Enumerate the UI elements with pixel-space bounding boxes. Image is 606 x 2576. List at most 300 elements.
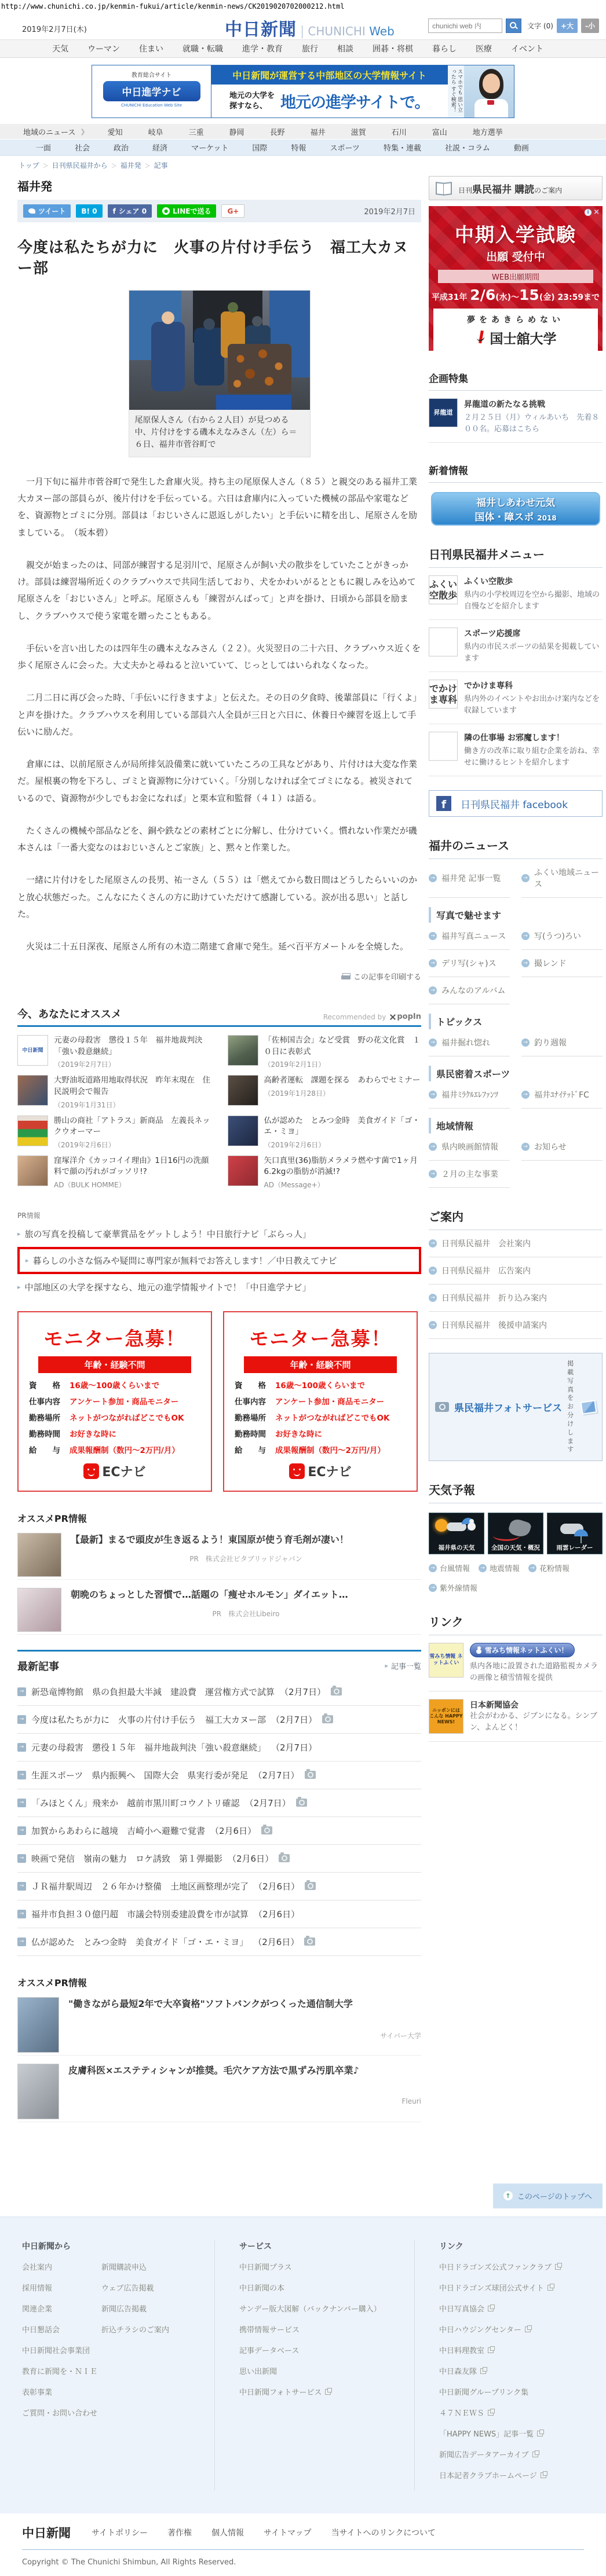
kokushikan-university-ad[interactable] [429, 206, 603, 351]
line-share-button[interactable]: ● LINEで送る [157, 204, 216, 218]
logo-subtext: CHUNICHI Web [308, 24, 395, 38]
footer-bottom-link[interactable]: 当サイトへのリンクについて [331, 2528, 436, 2538]
osusume-pr-heading: オススメPR情報 [17, 1977, 87, 1988]
kokushikan-logo-icon [475, 331, 485, 346]
banner-model-photo [464, 65, 514, 118]
sidebar-link[interactable]: → 釣り週報 [521, 1029, 603, 1056]
print-article-link[interactable]: この記事を印刷する [341, 973, 421, 982]
photo-person [194, 328, 224, 386]
camera-icon [305, 1882, 316, 1890]
photo-person-head [252, 316, 262, 326]
logo-divider: | [300, 24, 305, 39]
sidebar-link[interactable]: → 日刊県民福井 折り込み案内 [429, 1285, 603, 1312]
global-nav-item[interactable]: 就職・転職 [182, 45, 223, 54]
monitor-ad-detail-row: 勤務場所 ネットがつながればどこでもOK [235, 1413, 390, 1423]
recommended-article[interactable] [228, 1075, 422, 1109]
breadcrumb-item[interactable]: ＞ 福井発 [108, 160, 141, 170]
recommended-article[interactable] [17, 1155, 211, 1190]
footer-link[interactable]: サンデー版大図解（バックナンバー購入） [239, 2305, 381, 2314]
recommended-article[interactable] [17, 1035, 211, 1069]
newspaper-icon [435, 182, 452, 195]
category-nav-item[interactable]: 社会 [75, 144, 90, 153]
latest-article-row[interactable] [17, 1845, 421, 1873]
footer-link[interactable]: 中日新聞社会事業団 [22, 2346, 90, 2355]
ecnavi-logo: ECナビ [83, 1462, 145, 1480]
kikaku-heading: 企画特集 [429, 370, 603, 391]
osusume-pr-item[interactable] [17, 1533, 421, 1580]
photo-service-banner[interactable] [429, 1353, 603, 1461]
banner-tagline: 教育総合サイト [131, 72, 172, 79]
weather-tile-radar[interactable] [547, 1513, 603, 1554]
article-thumbnail [228, 1075, 258, 1106]
article-paragraph: 一緒に片付けをした尾原さんの長男、祐一さん（５５）は「燃えてから数日間はどうしたらいいのかと放心状態だった。こんなにたくさんの方に助けていただけて感謝している。涙が出る思い」と話した。 [17, 875, 418, 919]
breadcrumb-item[interactable]: ＞ 日刊県民福井から [39, 160, 108, 170]
copyright: Copyright © The Chunichi Shimbun, All Rights Reserved. [22, 2557, 236, 2567]
pr-link-text: 暮らしの小さな悩みや疑問に専門家が無料でお答えします！／中日教えてナビ [32, 1255, 337, 1266]
circle-arrow-icon: → [429, 1039, 437, 1047]
press-association-link-item[interactable] [429, 1691, 603, 1742]
camera-icon [296, 1799, 307, 1807]
weather-tile-fukui[interactable] [429, 1513, 484, 1554]
links-heading: リンク [429, 1613, 603, 1635]
pr-thumbnail [17, 1588, 61, 1632]
article-photo-block [129, 290, 311, 457]
latest-article-title: 加賀からあわらに越境 吉崎小へ避難で覚書 [31, 1825, 206, 1836]
region-nav-item[interactable]: 岐阜 [148, 128, 163, 137]
footer-logo: 中日新聞 [22, 2525, 71, 2540]
weather-link[interactable]: → 地震情報 [479, 1562, 520, 1573]
article-photo[interactable] [129, 291, 310, 410]
pr-info-section [17, 1210, 421, 1298]
footer-link[interactable]: 中日懇話会 [22, 2325, 60, 2335]
footer-link[interactable]: 中日ドラゴンズ公式ファンクラブ [439, 2261, 606, 2272]
pr-source: PR 株式会社ビタブリッドジャパン [189, 1554, 302, 1563]
weather-link[interactable]: → 台風情報 [429, 1562, 470, 1573]
breadcrumb-item[interactable]: トップ [19, 162, 39, 170]
google-plus-button[interactable]: G+ [221, 204, 244, 218]
circle-arrow-icon: → [521, 1143, 530, 1151]
weather-tile-national[interactable] [488, 1513, 543, 1554]
photo-crate [216, 395, 291, 410]
region-nav-item[interactable]: 福井 [310, 128, 326, 137]
social-share-bar [17, 200, 421, 222]
menu-thumbnail [429, 732, 458, 761]
arrow-square-icon: → [17, 1771, 26, 1779]
recommended-article[interactable] [228, 1035, 422, 1069]
latest-article-date: （2月6日） [253, 1936, 300, 1947]
menu-item-title: でかけま専科 [464, 681, 513, 691]
recommended-title: 窪塚洋介《カッコイイ理由》1日16円の洗顔料で顔の汚れがゴッソリ!? [54, 1155, 209, 1177]
shingaku-navi-banner-ad[interactable] [92, 65, 514, 118]
weather-link[interactable]: → 紫外線情報 [429, 1582, 477, 1593]
snowman-icon [468, 1522, 476, 1531]
logo-text: 中日新聞 [225, 20, 297, 40]
ecnavi-logo: ECナビ [289, 1462, 351, 1480]
camera-icon [435, 1402, 449, 1412]
recommended-article[interactable] [17, 1075, 211, 1109]
external-link-icon [488, 2306, 494, 2311]
category-nav-item[interactable]: 動画 [513, 144, 529, 153]
kokutai-banner[interactable]: 福井しあわせ元気 国体・障スポ 2018 [431, 492, 600, 526]
circle-arrow-icon: → [429, 1239, 437, 1247]
circle-arrow-icon: → [521, 932, 530, 940]
sidebar-menu-item[interactable] [429, 568, 603, 620]
article-paragraph: たくさんの機械や部品などを、銅や鉄などの素材ごとに分解し、仕分けていく。慣れない作業だが磯本さんは「一番大変なのはおじいさんとご家族」と、黙々と作業した。 [17, 825, 417, 853]
external-link-icon [555, 2264, 561, 2270]
weather-link[interactable]: → 花粉情報 [528, 1562, 570, 1573]
footer-link[interactable]: 中日新聞フォトサービス [239, 2386, 414, 2397]
latest-article-date: （2月6日） [228, 1853, 274, 1864]
footer-link[interactable]: 新聞購読申込 [101, 2263, 147, 2272]
search-input[interactable] [428, 19, 502, 33]
latest-article-title: 仏が認めた とみつ金時 美食ガイド「ゴ・エ・ミヨ」 [31, 1936, 249, 1947]
latest-article-row[interactable] [17, 1873, 421, 1900]
sidebar-link[interactable]: → デリ写(シャ)ス [429, 950, 510, 977]
search-icon [510, 22, 517, 30]
article-thumbnail [17, 1075, 48, 1106]
ad-period-label: WEB出願期間 [438, 270, 593, 283]
search-button[interactable] [506, 19, 521, 33]
footer-link[interactable]: 関連企業 [22, 2305, 53, 2314]
sidebar-link[interactable]: → 福井写真ニュース [429, 923, 510, 950]
region-nav-item[interactable]: 石川 [391, 128, 407, 137]
university-name: 国士舘大学 [433, 328, 598, 347]
pr-title: 【最新】まるで頭皮が生き返るよう！東国原が使う育毛剤が凄い！ [71, 1533, 349, 1545]
ad-subheadline: 出願 受付中 [486, 251, 545, 263]
article-title: 今度は私たちが力に 火事の片付け手伝う 福工大カヌー部 [17, 239, 409, 278]
pr-source: Fleuri [401, 2097, 421, 2105]
pr-link[interactable] [17, 1247, 421, 1274]
pr-info-label: PR情報 [17, 1211, 41, 1220]
pr-link[interactable] [17, 1223, 421, 1245]
footer-heading: 中日新聞から [22, 2241, 71, 2251]
ad-headline: 中期入学試験 [455, 223, 576, 246]
recommend-section [17, 1006, 421, 1195]
arrow-square-icon: → [17, 1799, 26, 1807]
sidebar-link[interactable]: → ふくい地域ニュース [521, 859, 603, 898]
recommended-article[interactable] [17, 1115, 211, 1150]
article-thumbnail [228, 1115, 258, 1146]
footer-link[interactable]: 日本記者クラブホームページ [439, 2469, 606, 2480]
category-nav-item[interactable]: 一面 [36, 144, 52, 153]
breadcrumb-item[interactable]: ＞ 記事 [141, 160, 168, 170]
footer-link[interactable]: 携帯情報サービス [239, 2325, 300, 2335]
footer-link[interactable]: 中日森友隊 [439, 2365, 606, 2376]
circle-arrow-icon: → [429, 1294, 437, 1302]
circle-arrow-icon: → [429, 986, 437, 995]
photo-service-sub: 掲載写真を お分けします [567, 1360, 574, 1454]
region-nav [0, 124, 606, 140]
article-list-link[interactable]: ▸ 記事一覧 [385, 1662, 421, 1672]
region-info-heading: 地域情報 [429, 1118, 603, 1133]
sidebar-link[interactable]: → みんなのアルバム [429, 977, 510, 1004]
latest-article-row[interactable] [17, 1734, 421, 1762]
weather-tile-label: 雨雲レーダー [556, 1544, 593, 1552]
latest-article-title: ＪＲ福井駅周辺 ２６年かけ整備 土地区画整理が完了 [31, 1881, 249, 1892]
global-nav-item[interactable]: 住まい [139, 45, 163, 54]
category-nav-item[interactable]: 特報 [291, 144, 306, 153]
weather-front-icon [493, 1531, 520, 1541]
footer-bottom-link[interactable]: 著作権 [167, 2528, 192, 2538]
footer-link[interactable]: 中日料理教室 [439, 2344, 606, 2355]
footer-link[interactable]: ウェブ広告掲載 [101, 2284, 154, 2293]
sidebar-link[interactable]: → 福井掘れ惚れ [429, 1029, 510, 1056]
sidebar-menu-item[interactable] [429, 672, 603, 724]
recommended-article[interactable] [228, 1155, 422, 1190]
yukimichi-link-item[interactable] [429, 1635, 603, 1691]
camera-icon [322, 1715, 333, 1723]
monitor-ad-detail-row: 仕事内容 アンケート参加・商品モニター [29, 1397, 179, 1407]
global-nav-item[interactable]: ウーマン [87, 45, 120, 54]
sidebar-link[interactable]: → 日刊県民福井 後援申請案内 [429, 1312, 603, 1339]
region-nav-item[interactable]: 三重 [188, 128, 204, 137]
footer-link[interactable]: 「HAPPY NEWS」記事一覧 [439, 2428, 606, 2439]
kikaku-item[interactable] [429, 391, 603, 443]
photo-caption: 尾原保人さん（右から２人目）が見つめる中、片付けをする磯本えなみさん（左）ら＝６日、福井市菅谷町で [134, 415, 297, 449]
menu-thumbnail: でかけま専科 [429, 680, 458, 709]
ad-close-icon[interactable]: × [593, 208, 600, 216]
region-nav-item[interactable]: 静岡 [229, 128, 244, 137]
arrow-square-icon: → [17, 1715, 26, 1724]
global-nav-item[interactable]: イベント [511, 45, 543, 54]
menu-item-desc: 県内の小学校周辺を空から撮影、地域の自慢などを紹介します [464, 590, 600, 611]
global-nav-item[interactable]: 囲碁・将棋 [373, 45, 413, 54]
back-to-top-button[interactable]: ↑ このページのトップへ [493, 2184, 603, 2208]
breadcrumb [0, 156, 606, 171]
photo-service-title: 県民福井フォトサービス [454, 1403, 563, 1415]
global-nav-item[interactable]: 暮らし [432, 45, 457, 54]
footer-heading: サービス [239, 2241, 272, 2251]
circle-arrow-icon: → [521, 1039, 530, 1047]
circle-arrow-icon: → [479, 1564, 487, 1572]
camera-icon [305, 1771, 316, 1779]
yukimichi-pill-button[interactable]: 雪みち情報ネットふくい！ [470, 1643, 575, 1657]
footer-bottom-link[interactable]: 個人情報 [211, 2528, 244, 2538]
arrow-square-icon: → [17, 1937, 26, 1946]
sidebar-menu-item[interactable] [429, 724, 603, 776]
footer-link[interactable]: 新聞広告データアーカイブ [439, 2449, 606, 2460]
circle-arrow-icon: → [521, 874, 530, 882]
fukui-news-heading: 福井のニュース [429, 836, 603, 859]
recommended-title: 勝山の商社「アトラス」新商品 左義長ネックウオーマー [54, 1115, 210, 1137]
sidebar-link[interactable]: → お知らせ [521, 1133, 603, 1161]
recommended-title: 仏が認めた とみつ金時 美食ガイド「ゴ・エ・ミヨ」 [264, 1115, 420, 1137]
latest-article-date: （2月6日） [254, 1881, 300, 1892]
monitor-ad-badge: 年齢・経験不問 [244, 1356, 397, 1373]
footer-link[interactable]: 記事データベース [239, 2346, 300, 2355]
circle-arrow-icon: → [429, 1584, 437, 1592]
global-nav-item[interactable]: 医療 [476, 45, 492, 54]
footer-link[interactable]: ４７ＮＥＷＳ [439, 2407, 606, 2418]
banner-logo-sub: CHUNICHI Education Web Site [121, 103, 182, 108]
category-nav-item[interactable]: 経済 [152, 144, 168, 153]
latest-article-row[interactable] [17, 1789, 421, 1817]
global-nav-item[interactable]: 天気 [52, 45, 68, 54]
footer-link[interactable]: 中日ドラゴンズ球団公式サイト [439, 2282, 606, 2293]
global-nav-item[interactable]: 相談 [337, 45, 353, 54]
recommended-title: 元妻の母殺害 懲役１５年 福井地裁判決「強い殺意継続」 [54, 1036, 203, 1056]
photo-stack-icon [581, 1400, 597, 1414]
line-bubble-icon: ● [162, 207, 170, 215]
category-nav-item[interactable]: 政治 [114, 144, 129, 153]
circle-arrow-icon: → [521, 1091, 530, 1099]
article-body [17, 474, 421, 956]
footer-link[interactable]: 中日ハウジングセンター [439, 2324, 606, 2335]
pr-link[interactable] [17, 1276, 421, 1298]
monitor-ad-detail-row: 給 与 成果報酬制（数円～2万円/月） [235, 1445, 385, 1455]
latest-article-row[interactable] [17, 1678, 421, 1706]
footer-link[interactable]: 中日新聞の本 [239, 2284, 285, 2293]
sidebar-link[interactable]: → 福井発 記事一覧 [429, 859, 510, 898]
region-nav-item[interactable]: 富山 [432, 128, 447, 137]
footer-bottom [0, 2513, 606, 2576]
recommended-date: AD（Message+） [264, 1180, 324, 1189]
sidebar-link[interactable]: → 撮レンド [521, 950, 603, 977]
ecnavi-mark-icon [83, 1463, 99, 1479]
ecnavi-monitor-ad[interactable] [223, 1311, 418, 1492]
circle-arrow-icon: → [429, 1143, 437, 1151]
latest-article-title: 生涯スポーツ 県内振興へ 国際大会 県実行委が発足 [31, 1770, 249, 1781]
sun-icon [435, 1519, 448, 1532]
footer-link[interactable]: ご質問・お問い合わせ [22, 2409, 98, 2418]
footer-link[interactable]: 会社案内 [22, 2263, 53, 2272]
footer-link[interactable]: 中日写真協会 [439, 2303, 606, 2314]
category-nav-item[interactable]: マーケット [191, 144, 229, 153]
category-nav-item[interactable]: 国際 [252, 144, 268, 153]
external-link-icon [541, 2472, 546, 2478]
pr-title: 皮膚科医×エステティシャンが推奨。毛穴ケア方法で黒ずみ汚肌卒業♪ [68, 2064, 359, 2076]
snowman-icon [476, 1646, 481, 1654]
recommended-title: 「佐柿国吉会」など受賞 野の花文化賞 １０日に表彰式 [264, 1036, 421, 1056]
facebook-page-button[interactable] [429, 790, 603, 817]
sidebar-link[interactable]: → 福井ﾕﾅｲﾃｯﾄﾞFC [521, 1081, 603, 1109]
footer-bottom-link[interactable]: サイトマップ [264, 2528, 312, 2538]
footer-link[interactable]: 新聞広告掲載 [101, 2305, 147, 2314]
category-nav-item[interactable]: 特集・連載 [383, 144, 421, 153]
recommended-date: （2019年1月28日） [264, 1089, 330, 1098]
latest-article-date: （2月6日） [254, 1909, 300, 1920]
ad-period-dates: 平成31年 2/6(水)～15(金) 23:59まで [431, 287, 600, 303]
latest-article-row[interactable] [17, 1817, 421, 1845]
site-logo[interactable] [225, 15, 395, 41]
pr-source: PR 株式会社Libeiro [212, 1609, 280, 1618]
footer-link[interactable]: 中日新聞グループリンク集 [439, 2388, 529, 2397]
weather-tile-label: 全国の天気・概況 [491, 1544, 540, 1552]
recommended-date: （2019年2月1日） [264, 1061, 326, 1069]
global-nav-item[interactable]: 旅行 [302, 45, 318, 54]
sidebar-link[interactable]: → 福井ﾐﾗｸﾙｴﾚﾌｧﾝﾂ [429, 1081, 510, 1109]
sidebar-link[interactable]: → 日刊県民福井 広告案内 [429, 1257, 603, 1285]
footer-link[interactable]: 中日新聞プラス [239, 2263, 292, 2272]
recommended-title: 矢口真里(36)脂肪メラメラ燃やす菌で1ヶ月6.2kgの脂肪が消滅!? [264, 1155, 418, 1177]
banner-copy: 地元の大学を 探すなら、 [229, 91, 275, 111]
font-smaller-button[interactable]: -小 [581, 19, 599, 33]
external-link-icon [488, 2410, 494, 2416]
latest-article-row[interactable] [17, 1762, 421, 1789]
footer-bottom-link[interactable]: サイトポリシー [92, 2528, 148, 2538]
sidebar-link[interactable]: → 写(うつ)ろい [521, 923, 603, 950]
footer-link[interactable]: 教育に新聞を・ＮＩＥ [22, 2367, 98, 2376]
model-ribbon [487, 100, 494, 105]
region-nav-item[interactable]: 地方選挙 [472, 128, 503, 137]
sidebar-menu-item[interactable] [429, 620, 603, 672]
umbrella-icon [574, 1529, 588, 1536]
osusume-pr-section [17, 1511, 421, 1635]
circle-arrow-icon: → [429, 1170, 437, 1178]
sidebar-link[interactable]: → ２月の主な事業 [429, 1161, 510, 1188]
pr-thumbnail [17, 1997, 59, 2053]
footer-link[interactable]: 折込チラシのご案内 [101, 2325, 170, 2335]
menu-item-desc: 県内の市民スポーツの結果を掲載しています [464, 643, 600, 663]
ecnavi-monitor-ad[interactable] [17, 1311, 212, 1492]
article-thumbnail [228, 1035, 258, 1066]
browser-url: http://www.chunichi.co.jp/kenmin-fukui/article/kenmin-news/CK2019020702000212.html [0, 0, 606, 14]
footer-link[interactable]: 採用情報 [22, 2284, 53, 2293]
circle-arrow-icon: → [429, 1091, 437, 1099]
latest-article-row[interactable] [17, 1900, 421, 1928]
osusume-pr-item[interactable] [17, 1588, 421, 1635]
yukimichi-desc: 県内各地に設置された道路監視カメラの画像と積雪情報を提供 [470, 1662, 598, 1682]
twitter-bird-icon [28, 208, 35, 214]
circle-arrow-icon: → [429, 1564, 437, 1572]
banner-vertical-copy: スマホでも 思い立ったら すぐ検索！ [448, 65, 465, 118]
facebook-share-button[interactable]: f シェア 0 [108, 204, 152, 218]
article-paragraph: 火災は二十五日深夜、尾原さん所有の木造二階建て倉庫で発生。延べ百平方メートルを全焼した。 [17, 941, 409, 952]
ad-info-icon[interactable]: i [585, 209, 592, 216]
category-nav [0, 140, 606, 156]
latest-article-row[interactable] [17, 1706, 421, 1734]
footer-link[interactable]: 思い出新聞 [239, 2367, 278, 2376]
recommended-article[interactable] [228, 1115, 422, 1150]
global-nav-item[interactable]: 進学・教育 [242, 45, 283, 54]
article-date: 2019年2月7日 [364, 208, 415, 216]
arrow-square-icon: → [17, 1687, 26, 1696]
recommended-by: Recommended by popIn [323, 1012, 421, 1022]
footer-link[interactable]: 表彰事業 [22, 2388, 53, 2397]
circle-arrow-icon: → [521, 959, 530, 967]
press-association-title: 日本新聞協会 [470, 1701, 519, 1711]
pr-title: 朝晩のちょっとした習慣で…話題の「痩せホルモン」ダイエット… [71, 1588, 348, 1600]
region-nav-item[interactable]: 長野 [269, 128, 285, 137]
hatena-bookmark-button[interactable]: B! 0 [76, 204, 102, 218]
up-arrow-icon: ↑ [503, 2191, 513, 2200]
osusume-pr-item[interactable] [17, 2064, 421, 2122]
latest-article-title: 福井市負担３０億円超 市議会特別委建設費を市が試算 [31, 1909, 249, 1920]
sidebar-link[interactable]: → 県内映画館情報 [429, 1133, 510, 1161]
ecnavi-mark-icon [289, 1463, 305, 1479]
region-nav-item[interactable]: 愛知 [107, 128, 123, 137]
category-nav-item[interactable]: 社説・コラム [444, 144, 490, 153]
monitor-ad-detail-row: 勤務時間 お好きな時に [235, 1429, 322, 1439]
region-nav-item[interactable]: 滋賀 [351, 128, 366, 137]
article-paragraph: 手伝いを言い出したのは四年生の磯本えなみさん（２２）。火災翌日の二十六日、クラブハウス近くを歩く尾原さんに会った。大丈夫かと尋ねると泣いていて、じっとしてはいられなくなった。 [17, 643, 421, 671]
recommend-heading: 今、あなたにオススメ [17, 1008, 122, 1021]
font-larger-button[interactable]: +大 [557, 19, 578, 33]
monitor-ad-row [17, 1311, 421, 1492]
category-nav-item[interactable]: スポーツ [330, 144, 360, 153]
external-link-icon [480, 2368, 486, 2374]
kenmin-menu-heading: 日刊県民福井メニュー [429, 545, 603, 568]
kikaku-title: 昇龍道の新たなる挑戦 [464, 400, 545, 409]
sidebar-link[interactable]: → 日刊県民福井 会社案内 [429, 1230, 603, 1257]
latest-article-title: 新恐竜博物館 県の負担最大半減 建設費 運営権方式で試算 [31, 1686, 275, 1697]
external-link-icon [325, 2389, 331, 2395]
pr-link-text: 中部地区の大学を探すなら、地元の進学情報サイトで！「中日進学ナビ」 [24, 1282, 311, 1293]
tweet-button[interactable]: ツイート [23, 204, 71, 218]
subscription-guide-button[interactable] [429, 176, 603, 200]
osusume-pr-item[interactable] [17, 1997, 421, 2056]
latest-article-row[interactable] [17, 1928, 421, 1956]
